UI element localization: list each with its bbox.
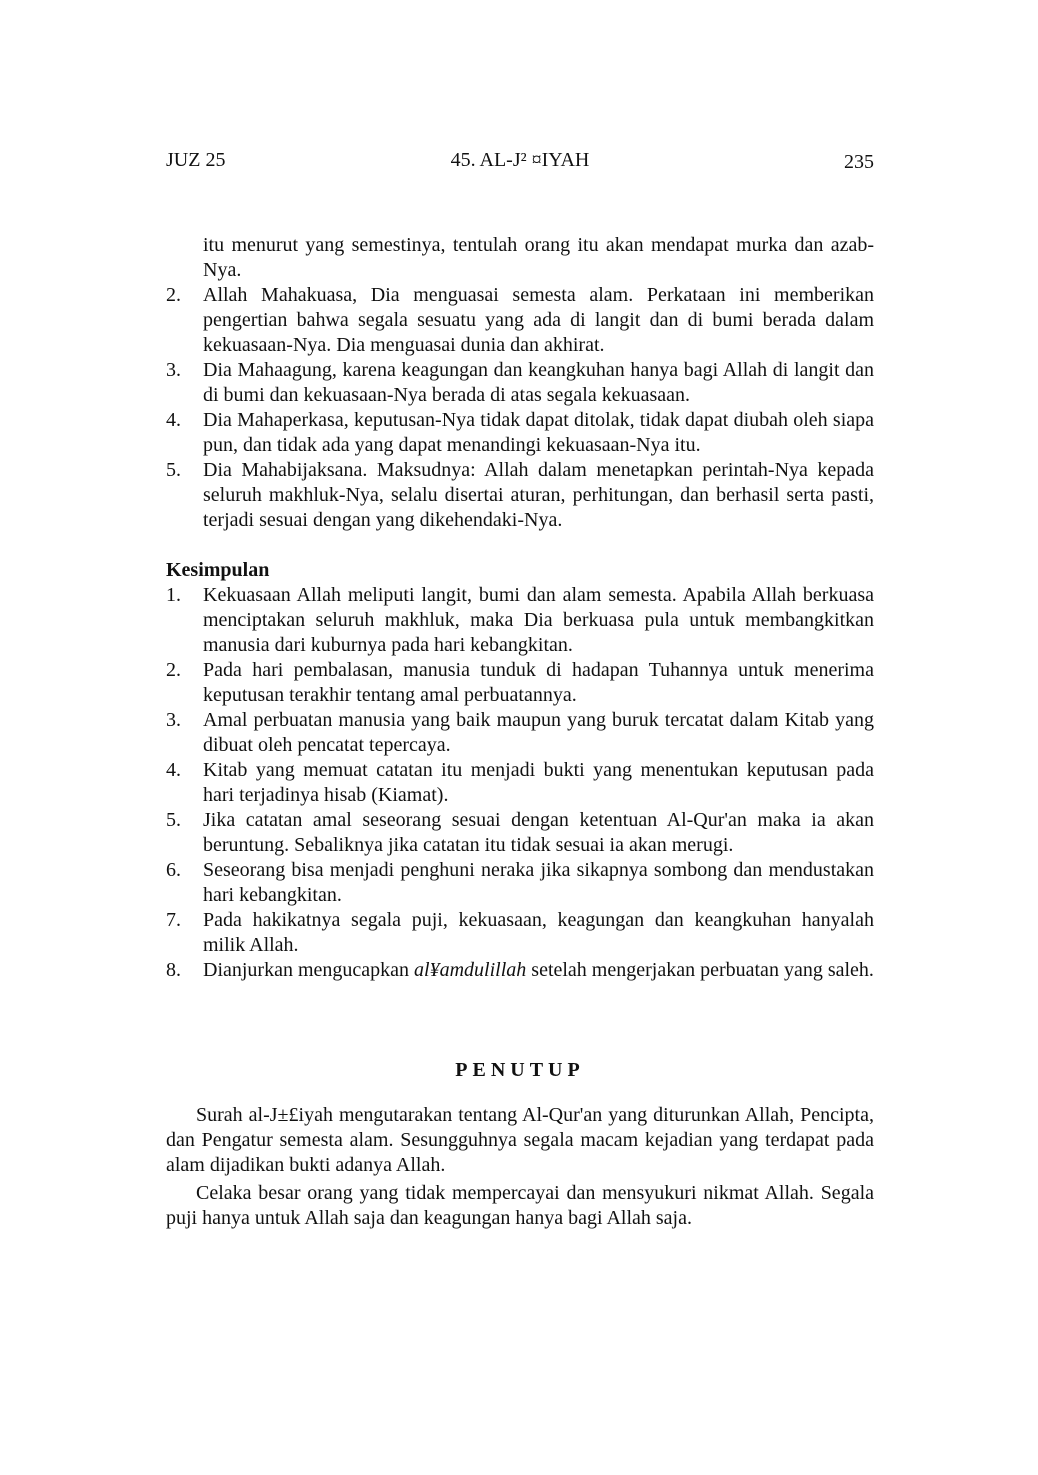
list-text: Kitab yang memuat catatan itu menjadi bukti yang menentukan keputusan pada hari terjadinya hisab (Kiamat). <box>203 759 874 806</box>
italic-term: al¥amdulillah <box>414 959 527 981</box>
penutup-title: PENUTUP <box>455 1059 585 1081</box>
list-text: Pada hari pembalasan, manusia tunduk di hadapan Tuhannya untuk menerima keputusan terakhir tentang amal perbuatannya. <box>203 659 874 706</box>
list-text: Jika catatan amal seseorang sesuai dengan ketentuan Al-Qur'an maka ia akan beruntung. Sebaliknya jika catatan itu tidak sesuai ia akan merugi. <box>203 809 874 856</box>
list-text: Dia Mahabijaksana. Maksudnya: Allah dalam menetapkan perintah-Nya kepada seluruh makhluk-Nya, selalu disertai aturan, perhitungan, dan berhasil serta pasti, terjadi sesuai dengan yang dikehendaki-Nya. <box>203 459 874 531</box>
list-text: Amal perbuatan manusia yang baik maupun yang buruk tercatat dalam Kitab yang dibuat oleh pencatat tepercaya. <box>203 709 874 756</box>
list-item <box>166 408 874 458</box>
page-content <box>166 233 874 1234</box>
kesimpulan-list <box>166 583 874 983</box>
list-item <box>166 458 874 533</box>
list-item <box>166 283 874 358</box>
list-item <box>166 358 874 408</box>
penutup-paragraph: Surah al-J±£iyah mengutarakan tentang Al-Qur'an yang diturunkan Allah, Pencipta, dan Pengatur semesta alam. Sesungguhnya segala macam kejadian yang terdapat pada alam dijadikan bukti adanya Allah. <box>166 1104 874 1176</box>
list-item <box>166 708 874 758</box>
list-number: 2. <box>166 284 181 306</box>
list-text: Kekuasaan Allah meliputi langit, bumi dan alam semesta. Apabila Allah berkuasa menciptakan seluruh makhluk, maka Dia berkuasa pula untuk membangkitkan manusia dari kuburnya pada hari kebangkitan. <box>203 584 874 656</box>
list-number: 3. <box>166 359 181 381</box>
list-item <box>166 808 874 858</box>
list-item <box>166 908 874 958</box>
list-item <box>166 858 874 908</box>
penutup-paragraph: Celaka besar orang yang tidak mempercayai dan mensyukuri nikmat Allah. Segala puji hanya untuk Allah saja dan keagungan hanya bagi Allah saja. <box>166 1182 874 1229</box>
attributes-list <box>166 283 874 533</box>
list-number: 1. <box>166 584 181 606</box>
list-text-before: Dianjurkan mengucapkan <box>203 959 415 981</box>
continued-paragraph: itu menurut yang semestinya, tentulah orang itu akan mendapat murka dan azab-Nya. <box>203 234 874 281</box>
list-text: Pada hakikatnya segala puji, kekuasaan, keagungan dan keangkuhan hanyalah milik Allah. <box>203 909 874 956</box>
list-number: 7. <box>166 909 181 931</box>
list-item <box>166 958 874 983</box>
list-number: 8. <box>166 959 181 981</box>
list-number: 4. <box>166 409 181 431</box>
surah-title: 45. AL-J² ¤IYAH <box>450 149 590 171</box>
page-header <box>166 146 874 174</box>
list-number: 6. <box>166 859 181 881</box>
list-item <box>166 758 874 808</box>
list-text: Seseorang bisa menjadi penghuni neraka jika sikapnya sombong dan mendustakan hari kebangkitan. <box>203 859 874 906</box>
list-number: 5. <box>166 809 181 831</box>
list-item <box>166 658 874 708</box>
list-text-after: setelah mengerjakan perbuatan yang saleh. <box>526 959 874 981</box>
list-number: 3. <box>166 709 181 731</box>
page-number: 235 <box>844 151 874 173</box>
list-number: 5. <box>166 459 181 481</box>
kesimpulan-heading: Kesimpulan <box>166 559 270 581</box>
list-number: 4. <box>166 759 181 781</box>
list-text: Dia Mahaagung, karena keagungan dan keangkuhan hanya bagi Allah di langit dan di bumi dan kekuasaan-Nya berada di atas segala kekuasaan. <box>203 359 874 406</box>
list-number: 2. <box>166 659 181 681</box>
list-text: Allah Mahakuasa, Dia menguasai semesta alam. Perkataan ini memberikan pengertian bahwa segala sesuatu yang ada di langit dan di bumi berada dalam kekuasaan-Nya. Dia menguasai dunia dan akhirat. <box>203 284 874 356</box>
list-text: Dia Mahaperkasa, keputusan-Nya tidak dapat ditolak, tidak dapat diubah oleh siapa pun, dan tidak ada yang dapat menandingi kekuasaan-Nya itu. <box>203 409 874 456</box>
list-item <box>166 583 874 658</box>
juz-label: JUZ 25 <box>166 149 226 171</box>
